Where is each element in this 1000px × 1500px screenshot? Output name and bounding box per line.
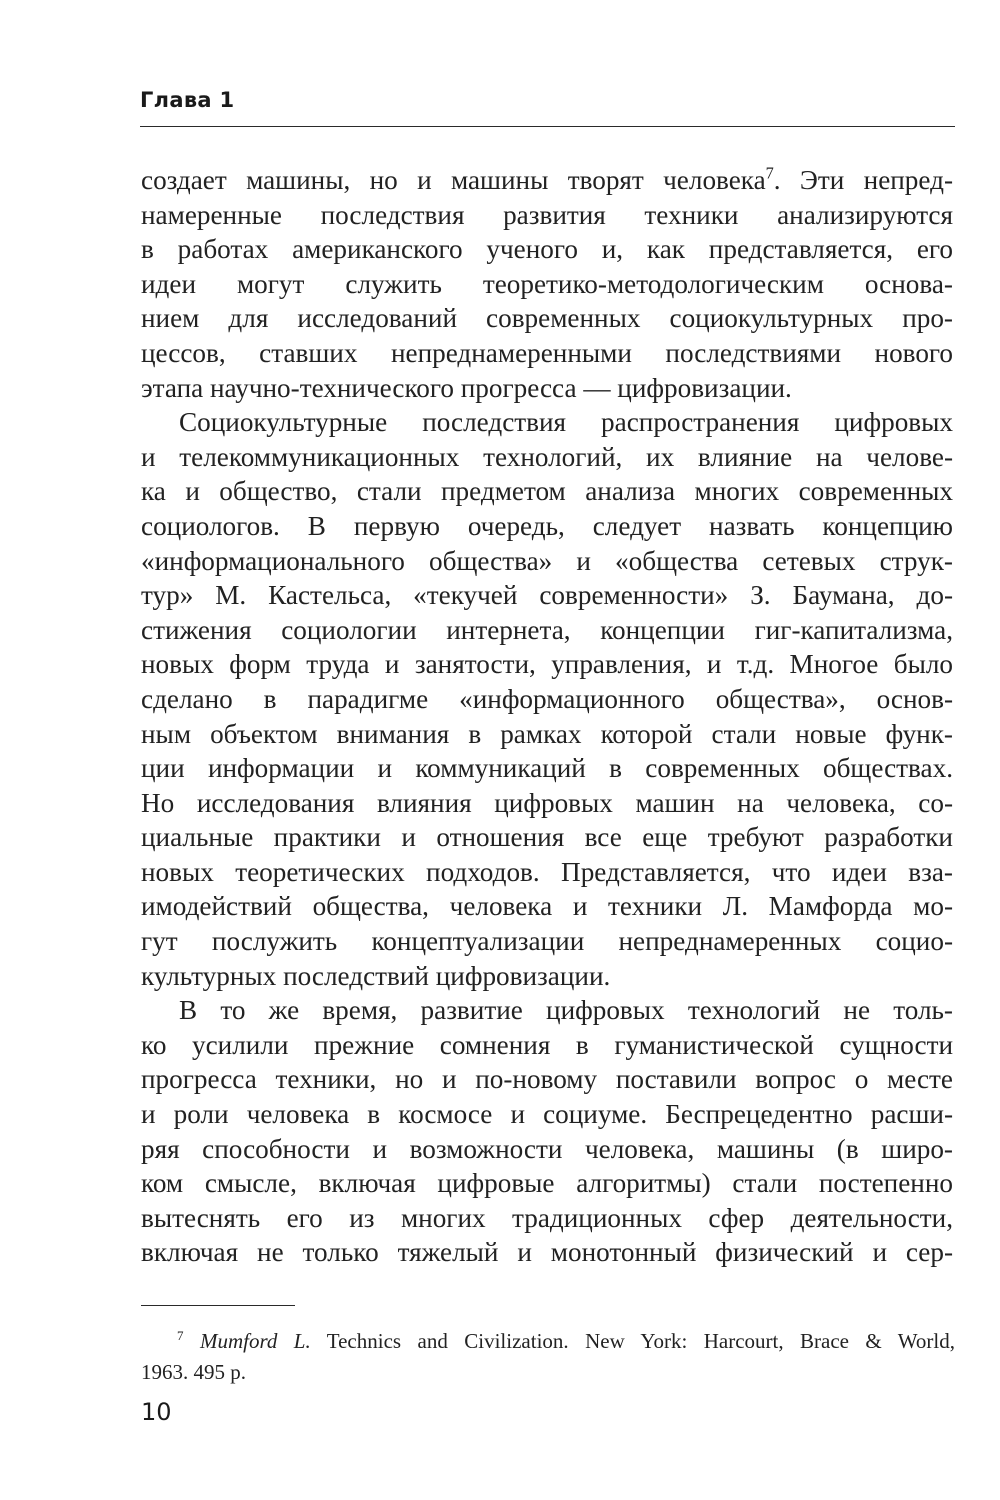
text-line: нием для исследований современных социокультурных про-	[141, 303, 953, 334]
chapter-header: Глава 1	[140, 88, 235, 112]
text-line: имодействий общества, человека и техники Л. Мамфорда мо-	[141, 891, 953, 922]
text-line: Но исследования влияния цифровых машин на человека, со-	[141, 787, 953, 818]
text-line: гут послужить концептуализации непреднамеренных социо-	[141, 926, 953, 957]
text-line: этапа научно-технического прогресса — цифровизации.	[141, 372, 792, 403]
footnote	[141, 1326, 955, 1388]
text-line: включая не только тяжелый и монотонный физический и сер-	[141, 1237, 953, 1268]
text-line: цессов, ставших непреднамеренными последствиями нового	[141, 337, 953, 368]
text-line: тур» М. Кастельса, «текучей современности» З. Баумана, до-	[141, 580, 953, 611]
footnote-line: $^7$ Mumford L. Technics and Civilization. New York: Harcourt, Brace & World,	[177, 1328, 956, 1353]
text-line: вытеснять его из многих традиционных сфер деятельности,	[141, 1202, 953, 1233]
text-line: сделано в парадигме «информационного общества», основ-	[141, 683, 953, 714]
text-line: и телекоммуникационных технологий, их влияние на челове-	[141, 441, 953, 472]
body-text	[141, 163, 953, 1270]
text-line: ко усилили прежние сомнения в гуманистической сущности	[141, 1029, 953, 1060]
footnote-number: 7	[177, 1328, 184, 1344]
text-line: идеи могут служить теоретико-методологическим основа-	[141, 268, 953, 299]
text-line: создает машины, но и машины творят человека$^7$. Эти непред-	[141, 163, 953, 195]
text-line: В то же время, развитие цифровых технологий не толь-	[179, 995, 953, 1026]
text-line: намеренные последствия развития техники анализируются	[141, 199, 953, 230]
text-line: циальные практики и отношения все еще требуют разработки	[141, 822, 953, 853]
text-line: ряя способности и возможности человека, машины (в широ-	[141, 1133, 953, 1164]
text-line: Социокультурные последствия распространения цифровых	[179, 407, 953, 438]
text-line: ка и общество, стали предметом анализа многих современных	[141, 476, 953, 507]
footnote-rule	[141, 1305, 295, 1306]
text-line: прогресса техники, но и по-новому поставили вопрос о месте	[141, 1064, 953, 1095]
text-line: культурных последствий цифровизации.	[141, 960, 611, 991]
footnote-line: 1963. 495 p.	[141, 1360, 246, 1384]
header-rule	[140, 126, 955, 127]
text-line: ком смысле, включая цифровые алгоритмы) стали постепенно	[141, 1168, 953, 1199]
text-line: «информационального общества» и «общества сетевых струк-	[141, 545, 953, 576]
footnote-author: Mumford L.	[199, 1329, 311, 1353]
text-line: ции информации и коммуникаций в современных обществах.	[141, 753, 953, 784]
text-line: ным объектом внимания в рамках которой стали новые функ-	[141, 718, 953, 749]
page-number: 10	[141, 1398, 172, 1426]
text-line: и роли человека в космосе и социуме. Беспрецедентно расши-	[141, 1099, 953, 1130]
text-line: новых форм труда и занятости, управления, и т.д. Многое было	[141, 649, 953, 680]
text-line: социологов. В первую очередь, следует назвать концепцию	[141, 510, 953, 541]
footnote-reference: 7	[765, 163, 774, 183]
text-line: стижения социологии интернета, концепции гиг-капитализма,	[141, 614, 953, 645]
text-line: в работах американского ученого и, как представляется, его	[141, 234, 953, 265]
text-line: новых теоретических подходов. Представляется, что идеи вза-	[141, 856, 953, 887]
